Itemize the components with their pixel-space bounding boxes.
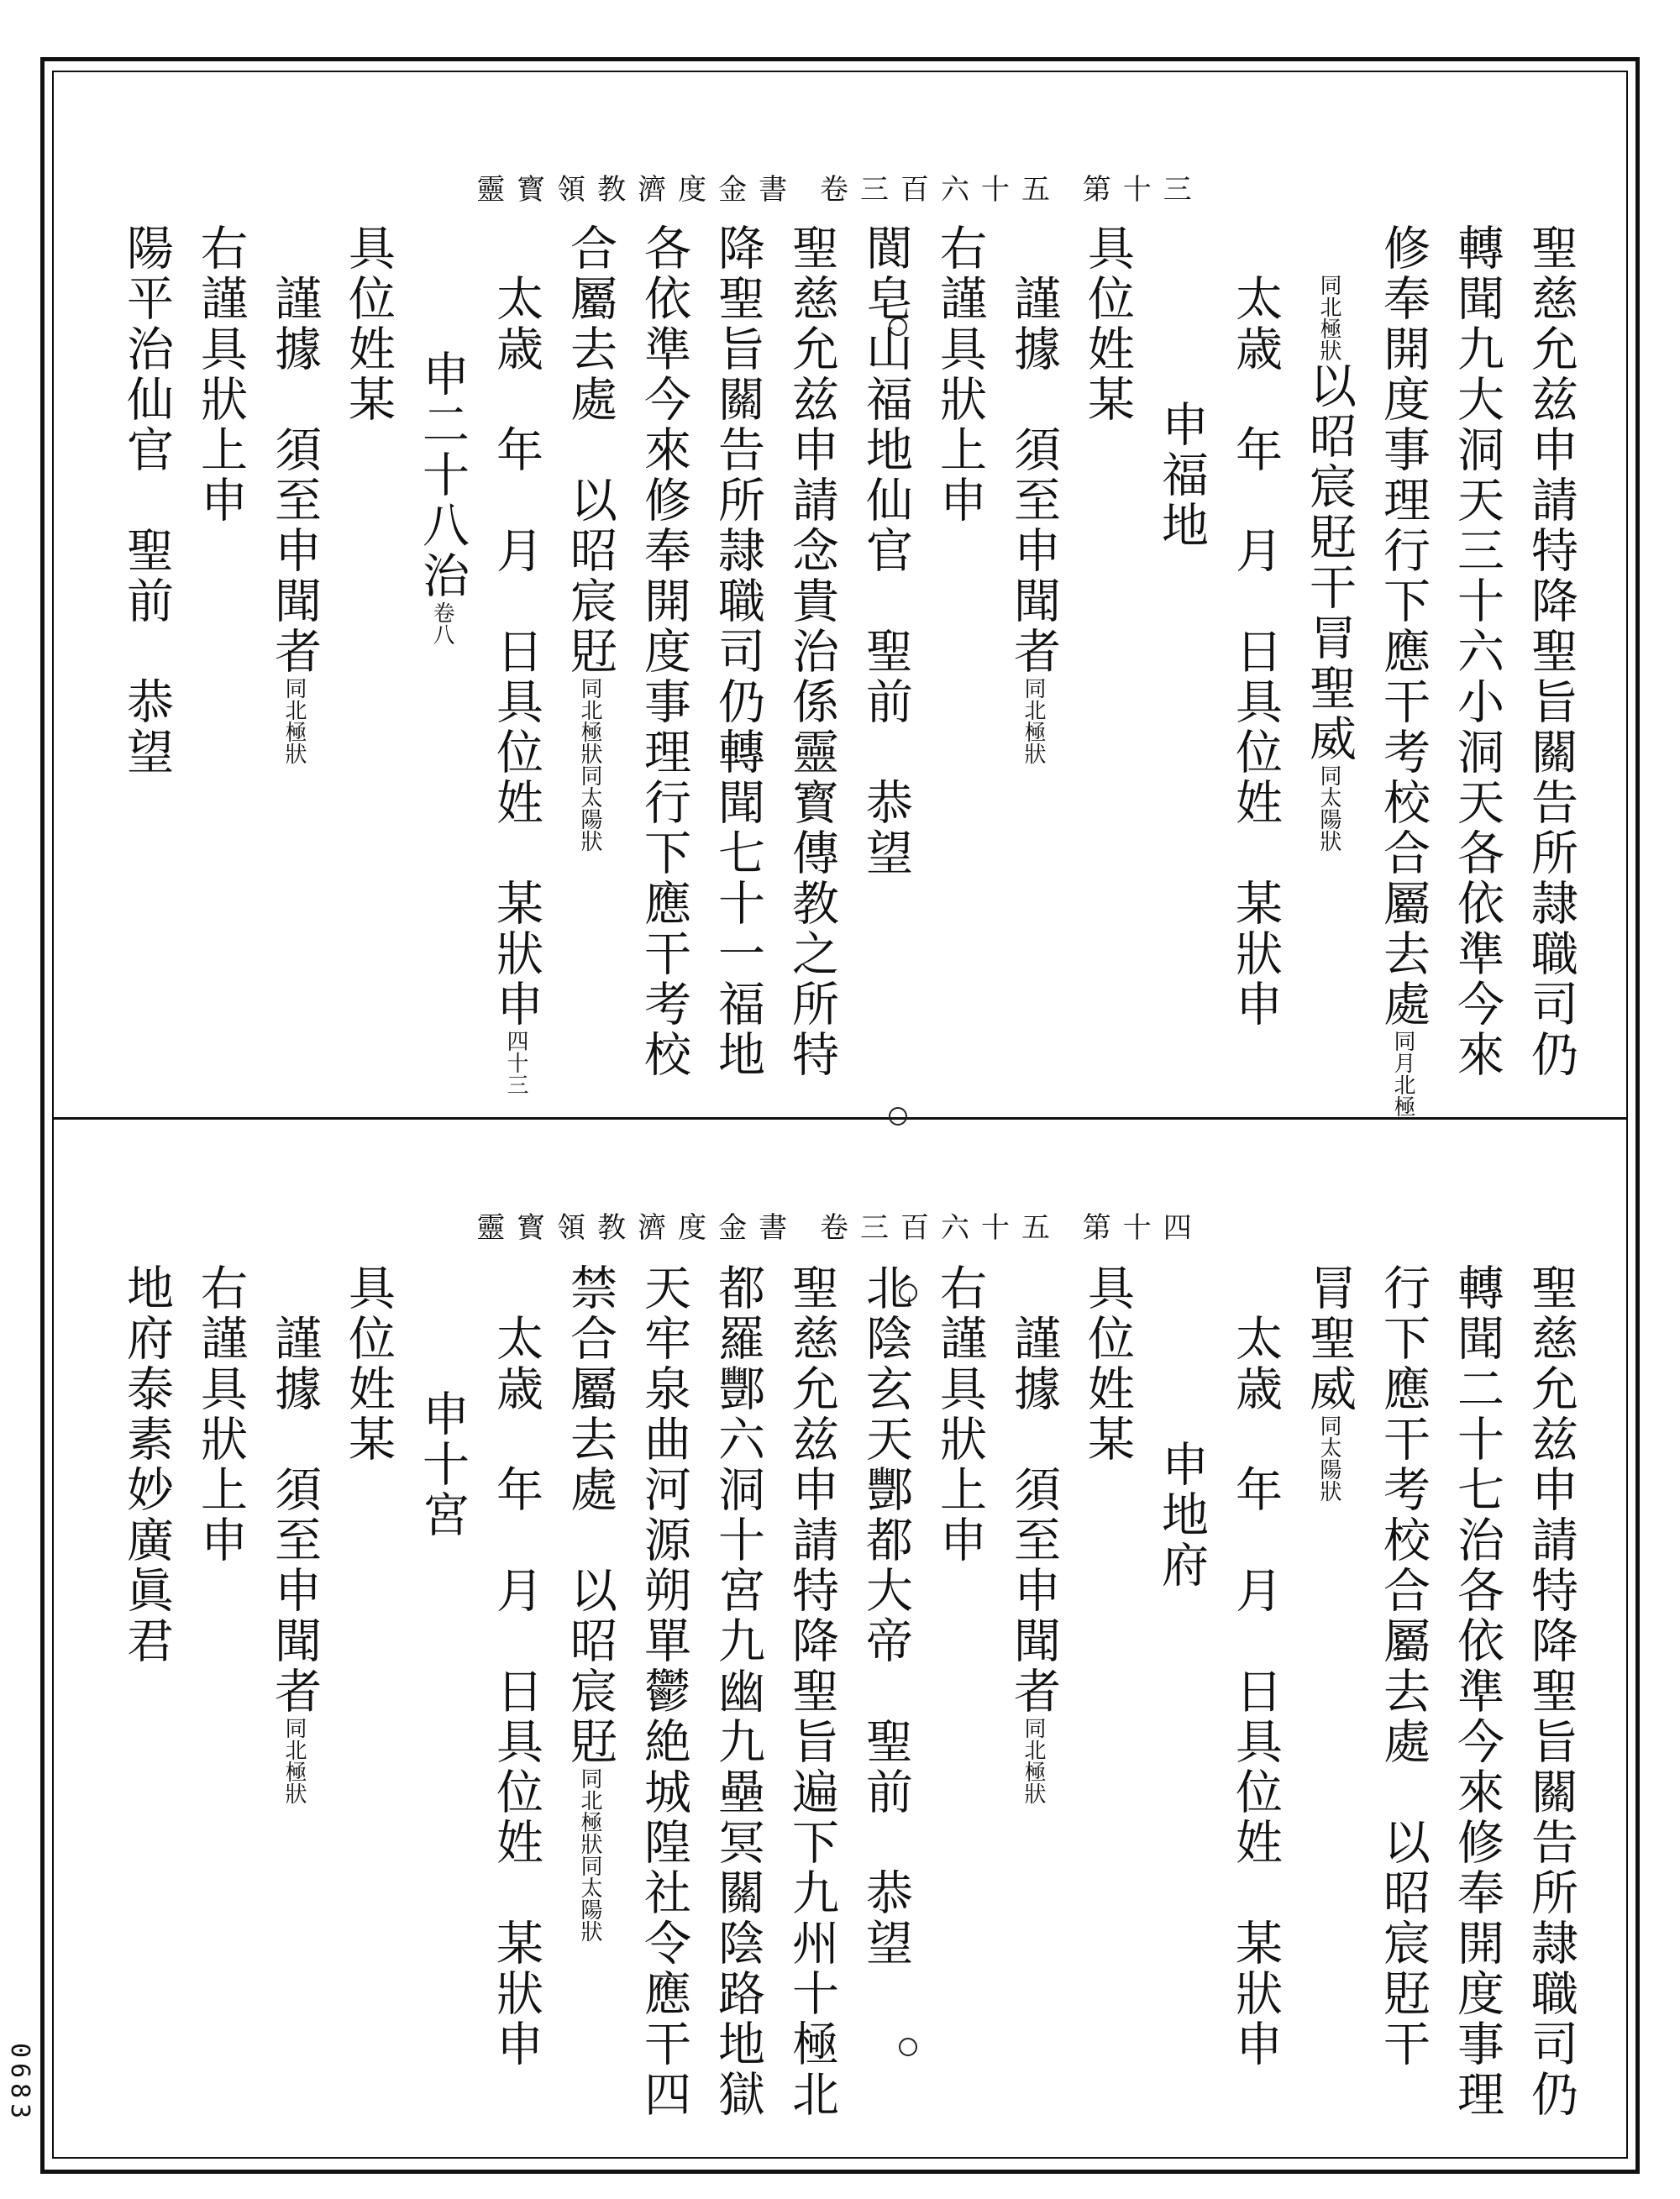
annotation: 同月北極 [1390,1030,1415,1117]
text-column [1366,223,1440,1117]
bottom-page [54,1120,1626,2157]
annotation: 同北極狀 [1021,677,1046,764]
annotation: 卷八 [429,601,454,645]
text-column: 太歳 年 月 日具位姓 某狀申 [1228,1314,1283,2070]
text-column: 各依準今來修奉開度事理行下應干考校 [637,223,691,1080]
text-column [257,1263,331,2137]
text-column: 具位姓某 [341,223,396,425]
circle-mark [899,1283,917,1302]
annotation: 同北極狀 [281,1717,307,1804]
column-text: 申二十八治 [415,349,470,601]
annotation: 同北極狀 [577,1767,602,1855]
text-column: 申地府 [1154,1440,1209,1591]
text-column [553,1263,627,2137]
text-column: 行下應干考校合屬去處 以昭宸覎干 [1376,1263,1431,2070]
column-text: 謹據 須至申聞者 [1006,274,1061,677]
circle-mark [899,2038,917,2056]
annotation: 同北極狀 [1316,274,1341,361]
text-column: 右謹具狀上申 [932,223,987,526]
annotation: 同太陽狀 [1316,764,1341,852]
text-column: 聖慈允兹申請念貴治係靈寳傳教之所特 [785,223,839,1080]
text-column: 降聖旨關告所隷職司仍轉聞七十一福地 [711,223,765,1080]
text-column [1292,1263,1366,2137]
annotation: 四十三 [503,1030,528,1095]
top-page-columns [54,223,1626,1117]
text-column: 右謹具狀上申 [193,1263,248,1566]
annotation: 同太陽狀 [577,1855,602,1942]
text-column: 天牢泉曲河源朔單鬱絶城隍社令應干四 [637,1263,691,2120]
bottom-page-header: 靈寳領教濟度金書 卷三百六十五 第十四 [476,1211,1204,1245]
column-text: 謹據 須至申聞者 [267,1314,322,1717]
text-column [553,223,627,1097]
annotation: 同北極狀 [1021,1717,1046,1804]
annotation: 同北極狀 [281,677,307,764]
annotation: 同太陽狀 [1316,1414,1341,1502]
text-column: 右謹具狀上申 [193,223,248,526]
text-column: 北陰玄天酆都大帝 聖前 恭望 [858,1263,913,1969]
column-text: 合屬去處 以昭宸覎 [563,223,617,677]
text-column [479,223,553,1097]
text-column: 具位姓某 [1080,223,1135,425]
text-column: 聖慈允兹申請特降聖旨關告所隷職司仍 [1524,223,1578,1080]
column-text: 以昭宸覎干冐聖威 [1302,361,1357,764]
page-divider [52,1117,1628,1120]
text-column: 轉聞九大洞天三十六小洞天各依準今來 [1450,223,1504,1080]
text-column: 地府泰素妙廣眞君 [119,1263,174,1666]
top-page-header: 靈寳領教濟度金書 卷三百六十五 第十三 [476,173,1204,207]
text-column: 具位姓某 [1080,1263,1135,1465]
column-text: 修奉開度事理行下應干考校合屬去處 [1376,223,1431,1030]
text-column: 右謹具狀上申 [932,1263,987,1566]
text-column: 申十宮 [415,1389,470,1540]
text-column: 申福地 [1154,400,1209,551]
text-column [257,223,331,1097]
text-column [996,1263,1070,2137]
text-column: 聖慈允兹申請特降聖旨遍下九州十極北 [785,1263,839,2120]
text-column: 太歳 年 月 日具位姓 某狀申 [489,1314,543,2070]
text-column [996,223,1070,1097]
circle-mark [889,318,907,336]
text-column: 太歳 年 月 日具位姓 某狀申 [1228,274,1283,1030]
text-column: 都羅酆六洞十宮九幽九壘冥關陰路地獄 [711,1263,765,2120]
column-text: 謹據 須至申聞者 [1006,1314,1061,1717]
top-page [54,72,1626,1115]
column-text: 謹據 須至申聞者 [267,274,322,677]
column-text: 冐聖威 [1302,1263,1357,1414]
column-text: 禁合屬去處 以昭宸覎 [563,1263,617,1767]
text-column: 陽平治仙官 聖前 恭望 [119,223,174,778]
text-column: 轉聞二十七治各依準今來修奉開度事理 [1450,1263,1504,2120]
annotation: 同太陽狀 [577,764,602,852]
text-column [405,223,479,1097]
text-column: 具位姓某 [341,1263,396,1465]
text-column [1292,223,1366,1097]
text-column: 閬皂山福地仙官 聖前 恭望 [858,223,913,879]
page-number: 0683 [5,2043,34,2124]
column-text: 太歳 年 月 日具位姓 某狀申 [489,274,543,1030]
bottom-page-columns [54,1263,1626,2137]
text-column: 聖慈允兹申請特降聖旨關告所隷職司仍 [1524,1263,1578,2120]
annotation: 同北極狀 [577,677,602,764]
